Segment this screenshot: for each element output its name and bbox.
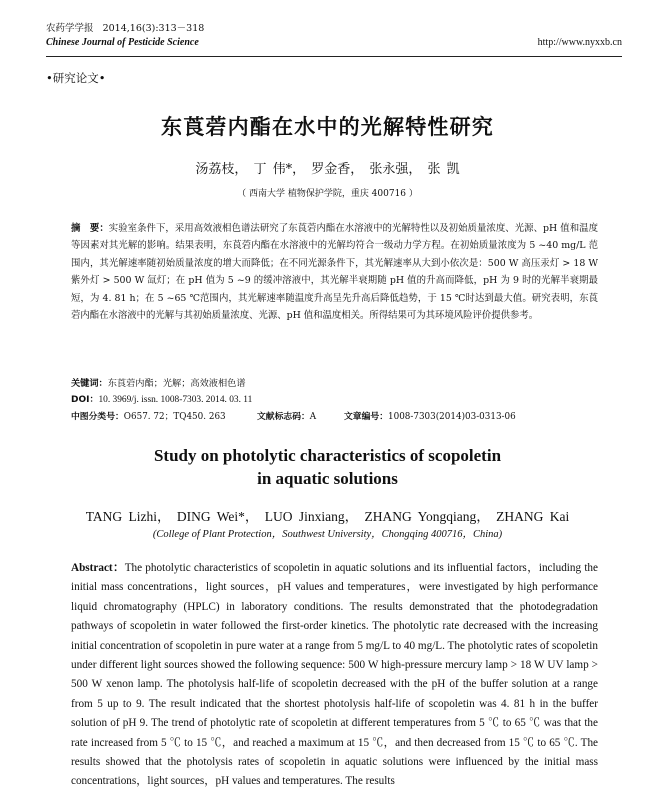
journal-name-en: Chinese Journal of Pesticide Science xyxy=(46,37,199,48)
cn-abstract-text: 实验室条件下，采用高效液相色谱法研究了东莨菪内酯在水溶液中的光解特性以及初始质量浓度、光源、pH 值和温度等因素对其光解的影响。结果表明，东莨菪内酯在水溶液中的光解均符合一级动力学方程。在初始质量浓度为 5 ~40 mg/L 范围内，其光解速率随初始质量浓度的增大而降低；在不同光源条件下，其光解速率从大到小依次是：500 W 高压汞灯 > 18 W 紫外灯 > 500 W 氙灯；在 pH 值为 5 ~9 的缓冲溶液中，其光解半衰期随 pH 值的升高而降低，pH 为 9 时的光解半衰期最短，为 4. 81 h；在 5 ~65 ℃范围内，其光解速率随温度升高呈先升高后降低趋势，于 15 ℃时达到最大值。研究表明，东莨菪内酯在水溶液中的光解与其初始质量浓度、光源、pH 值和温度相关。所得结果可为其环境风险评价提供参考。 xyxy=(71,223,598,322)
cn-title: 东莨菪内酯在水中的光解特性研究 xyxy=(161,115,494,139)
en-authors: TANG Lizhi， DING Wei*， LUO Jinxiang， ZHANG Yongqiang， ZHANG Kai xyxy=(85,509,570,524)
cn-abstract-label: 摘 要： xyxy=(71,223,109,234)
doi-line xyxy=(71,392,598,405)
citation: 2014,16(3):313－318 xyxy=(102,23,205,34)
doc-code-value: A xyxy=(309,412,317,422)
journal-citation-line xyxy=(46,22,622,35)
en-affiliation: (College of Plant Protection，Southwest University，Chongqing 400716，China) xyxy=(152,529,503,540)
clc-label: 中图分类号： xyxy=(71,412,124,422)
en-title xyxy=(0,444,655,490)
doc-code-field xyxy=(257,409,344,422)
article-no-label: 文章编号： xyxy=(344,412,388,422)
keywords-label: 关键词： xyxy=(71,378,108,389)
en-abstract-text: The photolytic characteristics of scopoletin in aquatic solutions and its influential factors，including the initial mass concentrations，light sources，pH values and temperatures，were investigated by high performance liquid chromatography (HPLC) in laboratory conditions. The results demonstrated that the photodegradation pathways of scopoletin in water followed the first-order kinetics. The photolytic rate decreased with the increasing initial concentration of scopoletin in pure water at a range from 5 mg/L to 40 mg/L. The photolytic rates of scopoletin under different light sources showed the following sequence: 500 W high-pressure mercury lamp > 18 W UV lamp > 500 W xenon lamp. The photolysis half-life of scopoletin decreased with the pH of the buffer solution at a range from 5 up to 9. The result indicated that the shortest photolysis half-life of scopoletin was 4. 81 h in the buffer solution of pH 9. The trend of photolytic rate of scopoletin at different temperatures from 5 ℃ to 65 ℃ was that the rate increased from 5 ℃ to 15 ℃，and reached a maximum at 15 ℃，and then decreased from 15 ℃ to 65 ℃. The results showed that the photolysis rates of scopoletin in aquatic solutions were influenced by the initial mass concentrations，light sources，pH values and temperatures. The results xyxy=(71,562,598,788)
doi-value[interactable]: 10. 3969/j. issn. 1008-7303. 2014. 03. 11 xyxy=(98,395,253,405)
article-no-value: 1008-7303(2014)03-0313-06 xyxy=(388,412,516,422)
clc-field xyxy=(71,409,257,422)
en-title-line-2: in aquatic solutions xyxy=(257,469,398,488)
section-tag: •研究论文• xyxy=(46,71,106,85)
journal-en-line xyxy=(46,36,622,49)
header-rule xyxy=(46,56,622,57)
journal-name-cn: 农药学学报 xyxy=(46,23,94,34)
classification-line xyxy=(71,409,598,422)
cn-abstract xyxy=(71,220,598,324)
cn-keywords xyxy=(71,375,598,389)
article-no-field xyxy=(344,409,516,422)
en-title-line-1: Study on photolytic characteristics of scopoletin xyxy=(153,446,502,465)
keywords-text: 东莨菪内酯；光解；高效液相色谱 xyxy=(107,378,246,389)
cn-affiliation: （ 西南大学 植物保护学院，重庆 400716 ） xyxy=(237,189,418,199)
en-abstract-label: Abstract： xyxy=(71,562,125,574)
journal-url[interactable]: http://www.nyxxb.cn xyxy=(537,37,622,48)
en-abstract xyxy=(71,559,598,792)
doi-label: DOI： xyxy=(71,395,99,405)
clc-value: O657. 72；TQ450. 263 xyxy=(123,412,226,422)
cn-authors: 汤荔枝， 丁 伟*， 罗金香， 张永强， 张 凯 xyxy=(195,162,460,177)
doc-code-label: 文献标志码： xyxy=(257,412,310,422)
